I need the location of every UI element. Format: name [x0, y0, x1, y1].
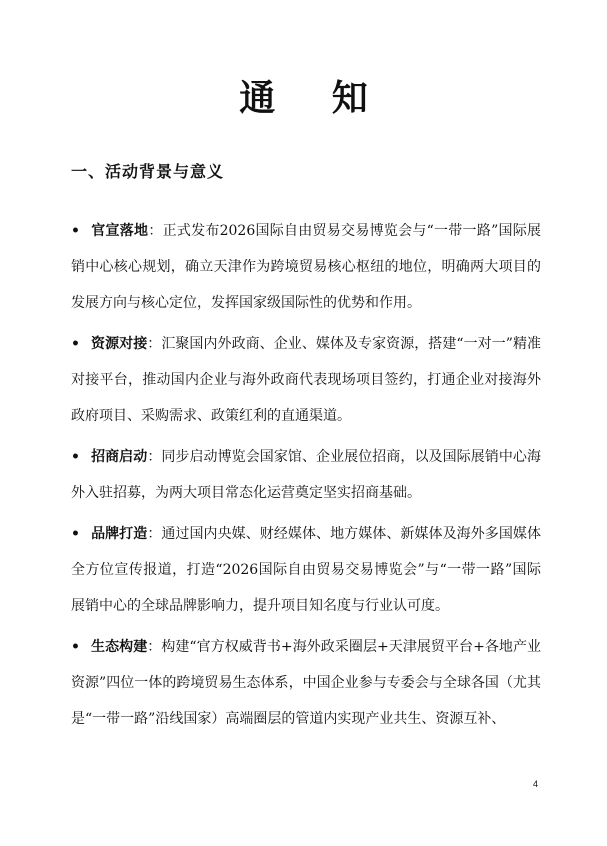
bullet-icon: • [71, 223, 80, 239]
item-body: 构建“官方权威背书+海外政采圈层+天津展贸平台+各地产业资源”四位一体的跨境贸易生态体系，中国企业参与专委会与全球各国（尤其是“一带一路”沿线国家）高端圈层的管道内实现产业共生、资源互补、 [71, 639, 542, 727]
item-body: 汇聚国内外政商、企业、媒体及专家资源，搭建“一对一”精准对接平台，推动国内企业与海外政商代表现场项目签约，打通企业对接海外政府项目、采购需求、政策红利的直通渠道。 [71, 336, 542, 424]
bullet-icon: • [71, 449, 80, 465]
bullet-icon: • [71, 336, 80, 352]
item-heading: 品牌打造 [91, 526, 148, 542]
list-item-brand-building [71, 516, 541, 624]
item-heading: 招商启动 [91, 449, 148, 465]
item-separator: ： [147, 449, 162, 465]
item-separator: ： [147, 336, 162, 352]
item-separator: ： [148, 223, 163, 239]
bullet-icon: • [71, 639, 80, 655]
section-heading: 一、活动背景与意义 [71, 162, 225, 181]
document-title: 通 知 [239, 77, 390, 119]
list-item-resource-matching [71, 326, 541, 434]
item-body: 通过国内央媒、财经媒体、地方媒体、新媒体及海外多国媒体全方位宣传报道，打造“2026国际自由贸易交易博览会”与“一带一路”国际展销中心的全球品牌影响力，提升项目知名度与行业认可度。 [71, 526, 541, 614]
list-item-official-launch [71, 213, 541, 321]
page-number: 4 [533, 779, 539, 789]
item-heading: 官宣落地 [91, 223, 149, 239]
item-heading: 资源对接 [91, 336, 148, 352]
list-item-ecosystem [71, 629, 541, 737]
item-body: 正式发布2026国际自由贸易交易博览会与“一带一路”国际展销中心核心规划，确立天津作为跨境贸易核心枢纽的地位，明确两大项目的发展方向与核心定位，发挥国家级国际性的优势和作用。 [71, 223, 542, 311]
item-separator: ： [147, 526, 162, 542]
item-separator: ： [147, 639, 162, 655]
list-item-investment-launch [71, 439, 541, 511]
item-body: 同步启动博览会国家馆、企业展位招商，以及国际展销中心海外入驻招募，为两大项目常态化运营奠定坚实招商基础。 [71, 449, 541, 501]
bullet-icon: • [71, 526, 80, 542]
item-heading: 生态构建 [91, 639, 148, 655]
